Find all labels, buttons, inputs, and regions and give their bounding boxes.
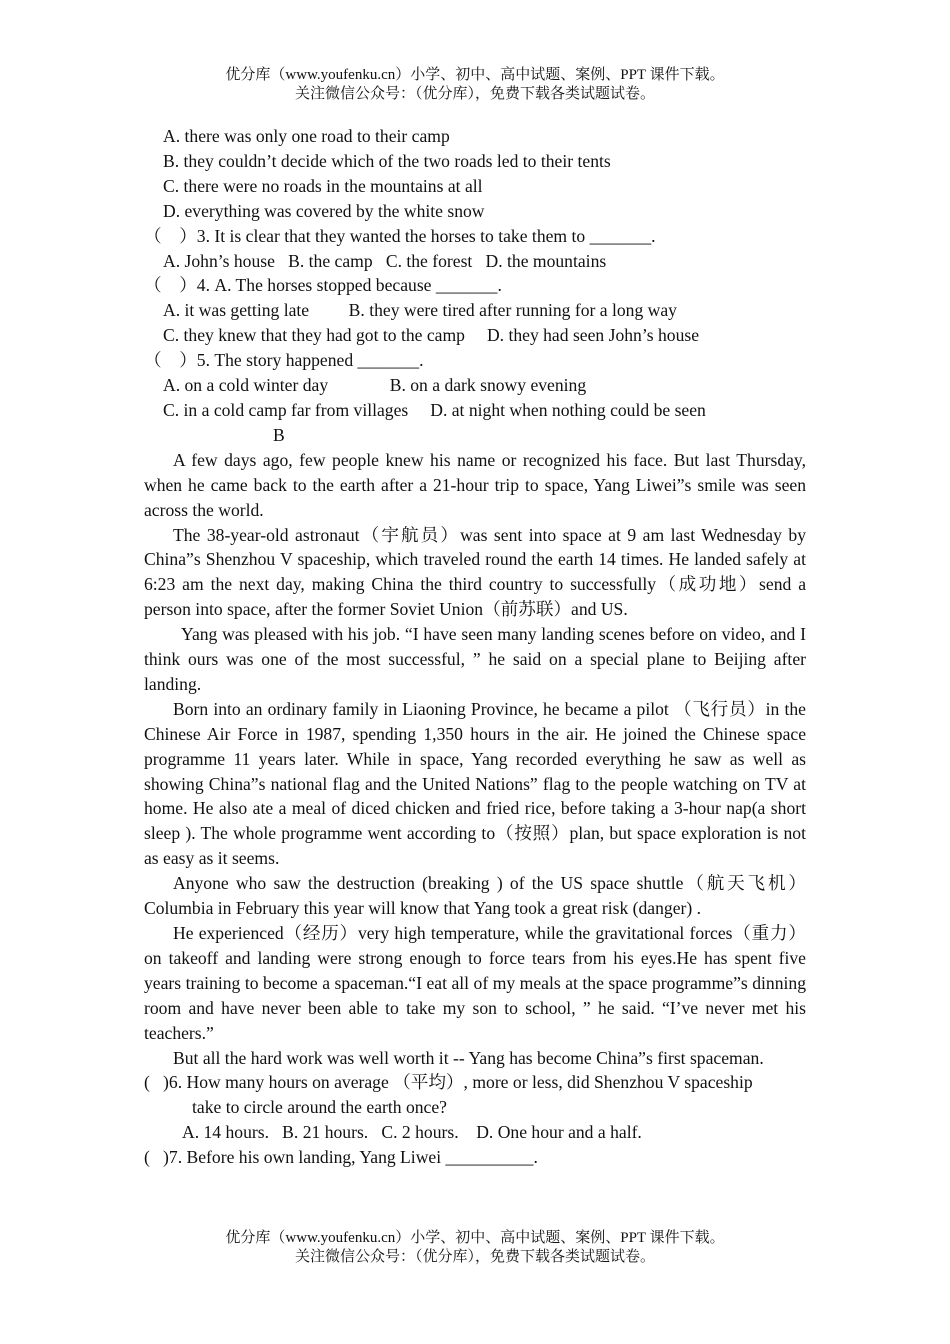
page-footer: [0, 1229, 950, 1267]
exam-content: [144, 124, 806, 1170]
passage-paragraph-4: Born into an ordinary family in Liaoning Province, he became a pilot （飞行员）in the Chinese Air Force in 1987, spending 1,350 hours in the air. He joined the Chinese space programme 11 years later. While in space, Yang recorded everything he saw as well as showing China”s national flag and the United Nations” flag to the people watching on TV at home. He also ate a meal of diced chicken and fried rice, before taking a 3-hour nap(a short sleep ). The whole programme went according to（按照）plan, but space exploration is not as easy as it seems.: [144, 698, 806, 869]
page-header: [0, 66, 950, 104]
passage-paragraph-6: He experienced（经历）very high temperature, while the gravitational forces（重力） on takeoff and landing were strong enough to force tears from his eyes.He has spent five years training to become a spaceman.“I eat all of my meals at the space programme”s dinning room and have never been able to take my son to school, ” he said. “I’ve never met his teachers.”: [144, 923, 806, 1043]
passage-paragraph-3: Yang was pleased with his job. “I have seen many landing scenes before on video, and I think ours was one of the most successful, ” he said on a special plane to Beijing after landing.: [144, 624, 806, 694]
passage-paragraph-2: The 38-year-old astronaut（宇航员）was sent into space at 9 am last Wednesday by China”s Shenzhou V spaceship, which traveled round the earth 14 times. He landed safely at 6:23 am the next day, making China the third country to successfully（成功地）send a person into space, after the former Soviet Union（前苏联）and US.: [144, 524, 806, 620]
passage-paragraph-5: Anyone who saw the destruction (breaking ) of the US space shuttle（航天飞机） Columbia in February this year will know that Yang took a great risk (danger) .: [144, 873, 806, 919]
header-line-2: 关注微信公众号：（优分库），免费下载各类试题试卷。: [294, 86, 655, 102]
question-6-stem-continued: take to circle around the earth once?: [192, 1097, 447, 1118]
question-5-options-cd: C. in a cold camp far from villages D. at night when nothing could be seen: [163, 399, 706, 420]
question-4-options-cd: C. they knew that they had got to the camp D. they had seen John’s house: [163, 325, 700, 346]
question-6-options: A. 14 hours. B. 21 hours. C. 2 hours. D. One hour and a half.: [182, 1122, 642, 1143]
section-b-heading: B: [273, 424, 285, 445]
passage-paragraph-1: A few days ago, few people knew his name or recognized his face. But last Thursday, when he came back to the earth after a 21-hour trip to space, Yang Liwei”s smile was seen across the world.: [144, 449, 806, 520]
question-5-stem: （ ）5. The story happened _______.: [144, 350, 424, 371]
footer-line-1: 优分库（www.youfenku.cn）小学、初中、高中试题、案例、PPT 课件下载。: [225, 1230, 725, 1246]
q2-option-a: A. there was only one road to their camp: [163, 126, 450, 146]
question-6-stem: ( )6. How many hours on average （平均）, more or less, did Shenzhou V spaceship: [144, 1072, 753, 1093]
question-4-stem: （ ）4. A. The horses stopped because _______.: [144, 275, 502, 296]
question-4-options-ab: A. it was getting late B. they were tired after running for a long way: [163, 300, 677, 321]
question-7-stem: ( )7. Before his own landing, Yang Liwei __________.: [144, 1147, 538, 1168]
q2-option-c: C. there were no roads in the mountains at all: [163, 175, 483, 196]
header-line-1: 优分库（www.youfenku.cn）小学、初中、高中试题、案例、PPT 课件下载。: [225, 67, 725, 83]
q2-option-b: B. they couldn’t decide which of the two roads led to their tents: [163, 150, 611, 171]
q2-option-d: D. everything was covered by the white snow: [163, 200, 485, 221]
passage-paragraph-7: But all the hard work was well worth it -- Yang has become China”s first spaceman.: [173, 1047, 764, 1068]
question-3-stem: （ ）3. It is clear that they wanted the horses to take them to _______.: [144, 225, 656, 246]
question-5-options-ab: A. on a cold winter day B. on a dark snowy evening: [163, 375, 587, 396]
question-3-options: A. John’s house B. the camp C. the forest D. the mountains: [163, 250, 607, 271]
footer-line-2: 关注微信公众号：（优分库），免费下载各类试题试卷。: [294, 1249, 655, 1265]
